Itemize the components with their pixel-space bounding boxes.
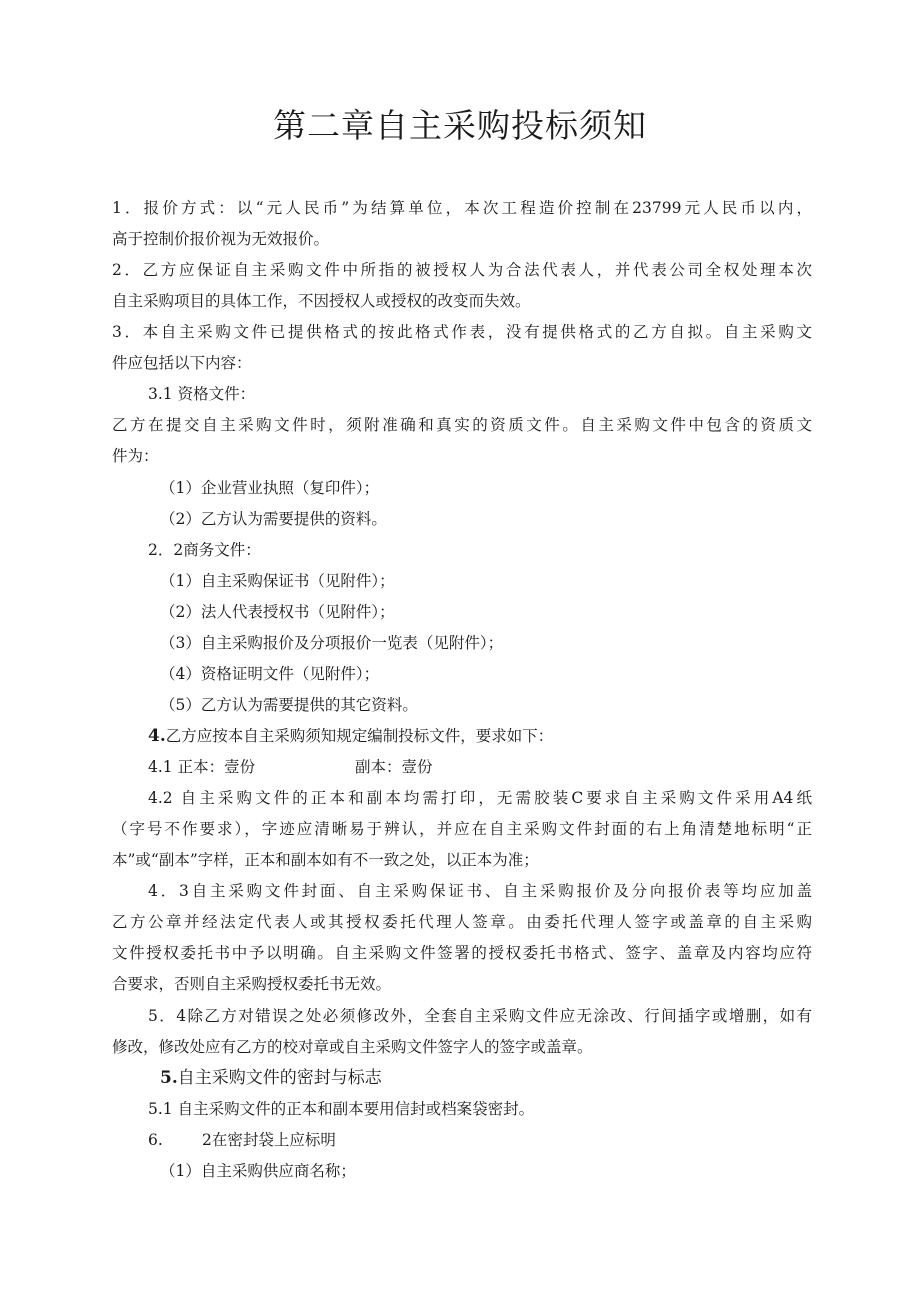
section-4-1-copy: 副本：壹份 [355, 758, 433, 776]
business-item-1: （1）自主采购保证书（见附件）； [160, 572, 395, 590]
paragraph-1-line-1: 1．报价方式：以“元人民币”为结算单位，本次工程造价控制在23799元人民币以内， [112, 199, 812, 217]
qualification-item-2: （2）乙方认为需要提供的资料。 [160, 510, 387, 528]
paragraph-4-3-line-3: 文件授权委托书中予以明确。自主采购文件签署的授权委托书格式、签字、盖章及内容均应符 [112, 944, 812, 962]
section-6-text: 2在密封袋上应标明 [202, 1131, 336, 1149]
paragraph-4-2-line-1: 4.2 自主采购文件的正本和副本均需打印，无需胶装C要求自主采购文件采用A4纸 [148, 789, 812, 807]
section-3-1-heading: 3.1 资格文件： [148, 385, 256, 403]
page-title: 第二章自主采购投标须知 [273, 106, 647, 145]
paragraph-4-3-line-4: 合要求，否则自主采购授权委托书无效。 [112, 975, 392, 993]
paragraph-1-line-2: 高于控制价报价视为无效报价。 [112, 230, 330, 248]
paragraph-3-line-2: 件应包括以下内容： [112, 354, 252, 372]
paragraph-4-2-line-2: （字号不作要求），字迹应清晰易于辨认，并应在自主采购文件封面的右上角清楚地标明“正 [112, 820, 812, 838]
paragraph-3-1-line-2: 件为： [112, 447, 159, 465]
paragraph-5-4-line-1: 5．4除乙方对错误之处必须修改外，全套自主采购文件应无涂改、行间插字或增删，如有 [148, 1007, 812, 1025]
paragraph-5-4-line-2: 修改，修改处应有乙方的校对章或自主采购文件签字人的签字或盖章。 [112, 1038, 593, 1056]
section-4-heading [148, 726, 553, 746]
seal-item-1: （1）自主采购供应商名称； [160, 1162, 356, 1180]
section-2-2-heading: 2．2商务文件： [148, 541, 261, 559]
paragraph-4-3-line-2: 乙方公章并经法定代表人或其授权委托代理人签章。由委托代理人签字或盖章的自主采购 [112, 913, 812, 931]
business-item-3: （3）自主采购报价及分项报价一览表（见附件）； [160, 634, 504, 652]
paragraph-3-1-line-1: 乙方在提交自主采购文件时，须附准确和真实的资质文件。自主采购文件中包含的资质文 [112, 416, 812, 434]
paragraph-4-3-line-1: 4．3自主采购文件封面、自主采购保证书、自主采购报价及分向报价表等均应加盖 [148, 882, 812, 900]
section-4-1-original: 4.1 正本：壹份 [148, 758, 256, 776]
business-item-2: （2）法人代表授权书（见附件）； [160, 603, 395, 621]
section-5-1: 5.1 自主采购文件的正本和副本要用信封或档案袋密封。 [148, 1100, 535, 1118]
paragraph-3-line-1: 3．本自主采购文件已提供格式的按此格式作表，没有提供格式的乙方自拟。自主采购文 [112, 323, 812, 341]
qualification-item-1: （1）企业营业执照（复印件）； [160, 479, 380, 497]
business-item-5: （5）乙方认为需要提供的其它资料。 [160, 696, 418, 714]
section-5-number: 5. [160, 1068, 178, 1088]
section-4-number: 4. [148, 726, 166, 746]
business-item-4: （4）资格证明文件（见附件）； [160, 665, 380, 683]
paragraph-2-line-1: 2．乙方应保证自主采购文件中所指的被授权人为合法代表人，并代表公司全权处理本次 [112, 261, 812, 279]
section-6-number: 6. [148, 1131, 163, 1149]
section-5-text: 自主采购文件的密封与标志 [177, 1068, 382, 1088]
paragraph-2-line-2: 自主采购项目的具体工作，不因授权人或授权的改变而失效。 [112, 292, 531, 310]
paragraph-4-2-line-3: 本”或“副本”字样，正本和副本如有不一致之处，以正本为准； [112, 851, 539, 869]
section-5-heading [160, 1068, 382, 1088]
section-4-text: 乙方应按本自主采购须知规定编制投标文件，要求如下： [165, 727, 554, 745]
